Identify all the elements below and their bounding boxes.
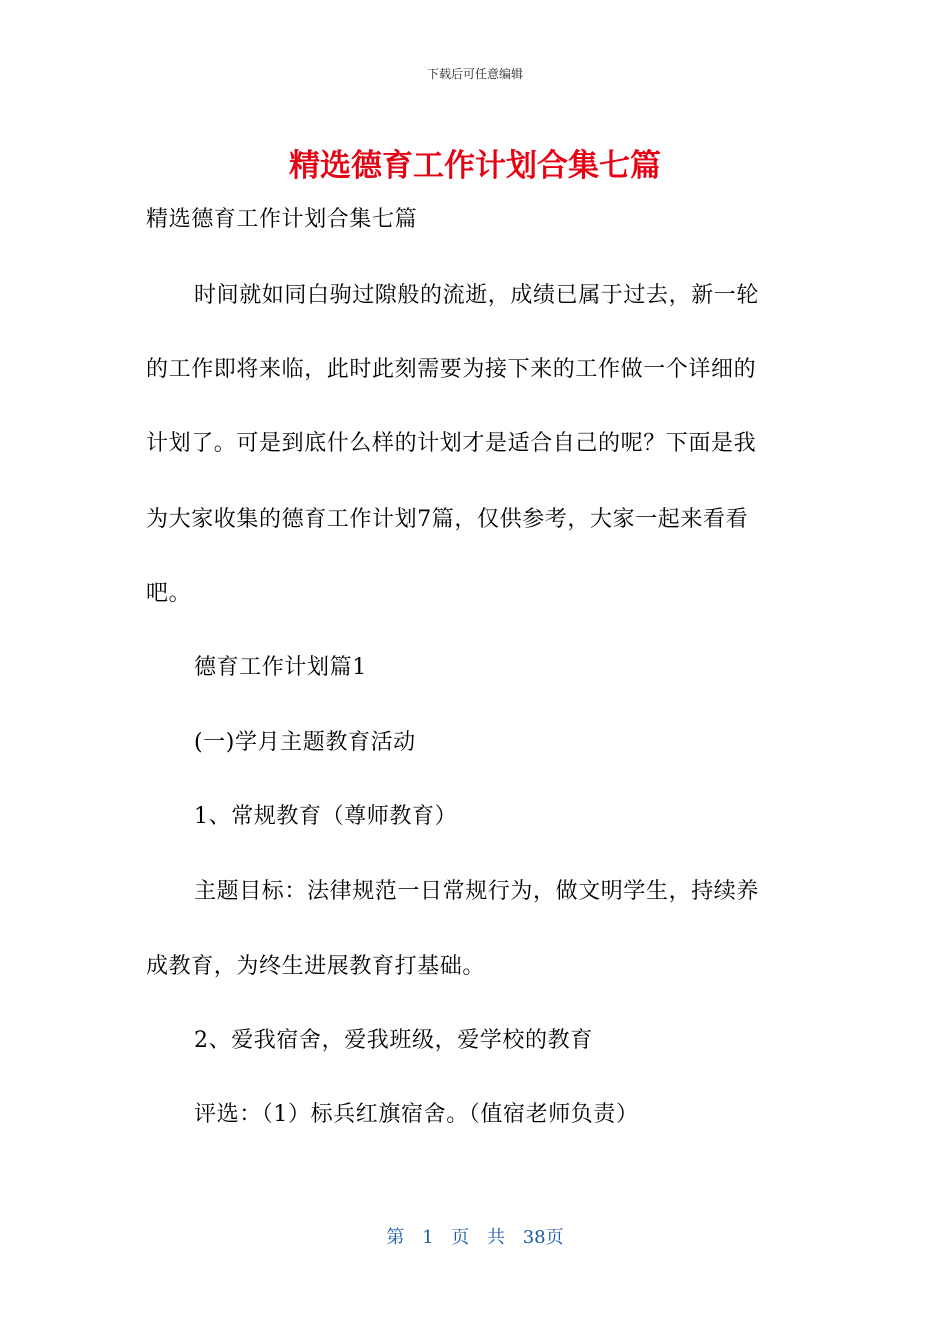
subsection-heading: (一)学月主题教育活动 — [194, 730, 416, 755]
paragraph-line: 成教育，为终生进展教育打基础。 — [146, 954, 486, 979]
paragraph-line: 主题目标：法律规范一日常规行为，做文明学生，持续养 — [194, 879, 760, 904]
footer-ye: 页 — [451, 1227, 470, 1248]
footer-gong: 共 — [487, 1227, 505, 1248]
paragraph-line: 评选：（1）标兵红旗宿舍。（值宿老师负责） — [194, 1102, 639, 1127]
list-item-heading: 2、爱我宿舍，爱我班级，爱学校的教育 — [194, 1028, 593, 1053]
subtitle-line: 精选德育工作计划合集七篇 — [146, 207, 418, 232]
header-note: 下载后可任意编辑 — [426, 67, 523, 81]
section-heading: 德育工作计划篇1 — [194, 655, 367, 680]
paragraph-line: 计划了。可是到底什么样的计划才是适合自己的呢？下面是我 — [146, 431, 757, 456]
paragraph-line: 为大家收集的德育工作计划7篇，仅供参考，大家一起来看看 — [146, 507, 749, 532]
list-item-heading: 1、常规教育（尊师教育） — [194, 804, 458, 829]
paragraph-line: 吧。 — [146, 581, 192, 606]
document-title: 精选德育工作计划合集七篇 — [289, 148, 661, 184]
paragraph-line: 的工作即将来临，此时此刻需要为接下来的工作做一个详细的 — [146, 357, 757, 382]
footer-total-pages: 38页 — [522, 1227, 564, 1248]
paragraph-line: 时间就如同白驹过隙般的流逝，成绩已属于过去，新一轮 — [194, 283, 760, 308]
footer-page-number: 1 — [422, 1227, 434, 1248]
footer-di: 第 — [386, 1227, 405, 1248]
page-footer — [0, 1226, 950, 1250]
